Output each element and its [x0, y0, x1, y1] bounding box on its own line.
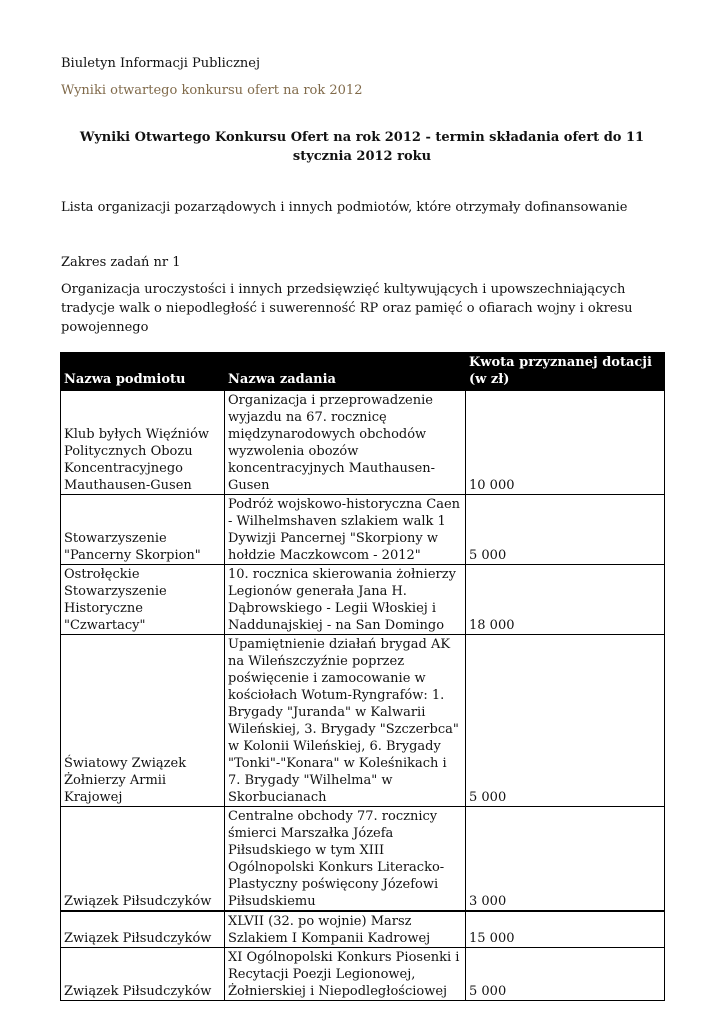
page-title: Wyniki Otwartego Konkursu Ofert na rok 2012 - termin składania ofert do 11 stycznia 2012 roku — [79, 130, 645, 164]
entity-cell: Światowy Związek Żołnierzy Armii Krajowej — [61, 635, 225, 807]
task-cell: Centralne obchody 77. rocznicy śmierci Marszałka Józefa Piłsudskiego w tym XIII Ogólnopolski Konkurs Literacko-Plastyczny poświęcony Józefowi Piłsudskiemu — [225, 807, 466, 912]
amount-cell: 5 000 — [466, 635, 665, 807]
table-row — [61, 391, 665, 495]
amount-cell: 5 000 — [466, 948, 665, 1001]
grants-table — [60, 352, 665, 1001]
column-header-task: Nazwa zadania — [225, 353, 466, 391]
amount-cell: 5 000 — [466, 495, 665, 565]
scope-description: Organizacja uroczystości i innych przedsięwzięć kultywujących i upowszechniających tradycje walk o niepodległość i suwerenność RP oraz pamięć o ofiarach wojny i okresu powojennego — [61, 282, 633, 335]
column-header-entity: Nazwa podmiotu — [61, 353, 225, 391]
breadcrumb-link[interactable]: Wyniki otwartego konkursu ofert na rok 2012 — [61, 83, 363, 98]
intro-text: Lista organizacji pozarządowych i innych podmiotów, które otrzymały dofinansowanie — [61, 200, 628, 215]
table-row — [61, 911, 665, 948]
task-cell: Upamiętnienie działań brygad AK na Wileńszczyźnie poprzez poświęcenie i zamocowanie w kościołach Wotum-Ryngrafów: 1. Brygady "Juranda" w Kalwarii Wileńskiej, 3. Brygady "Szczerbca" w Kolonii Wileńskiej, 6. Brygady "Tonki"-"Konara" w Koleśnikach i 7. Brygady "Wilhelma" w Skorbucianach — [225, 635, 466, 807]
task-cell: Podróż wojskowo-historyczna Caen - Wilhelmshaven szlakiem walk 1 Dywizji Pancernej "Skorpiony w hołdzie Maczkowcom - 2012" — [225, 495, 466, 565]
table-row — [61, 495, 665, 565]
table-row — [61, 565, 665, 635]
task-cell: 10. rocznica skierowania żołnierzy Legionów generała Jana H. Dąbrowskiego - Legii Włoskiej i Naddunajskiej - na San Domingo — [225, 565, 466, 635]
table-row — [61, 635, 665, 807]
table-row — [61, 807, 665, 912]
entity-cell: Stowarzyszenie "Pancerny Skorpion" — [61, 495, 225, 565]
entity-cell: Związek Piłsudczyków — [61, 948, 225, 1001]
entity-cell: Ostrołęckie Stowarzyszenie Historyczne "Czwartacy" — [61, 565, 225, 635]
task-cell: Organizacja i przeprowadzenie wyjazdu na 67. rocznicę międzynarodowych obchodów wyzwolenia obozów koncentracyjnych Mauthausen-Gusen — [225, 391, 466, 495]
amount-cell: 10 000 — [466, 391, 665, 495]
amount-cell: 18 000 — [466, 565, 665, 635]
task-cell: XLVII (32. po wojnie) Marsz Szlakiem I Kompanii Kadrowej — [225, 911, 466, 948]
task-cell: XI Ogólnopolski Konkurs Piosenki i Recytacji Poezji Legionowej, Żołnierskiej i Niepodległościowej — [225, 948, 466, 1001]
entity-cell: Klub byłych Więźniów Politycznych Obozu Koncentracyjnego Mauthausen-Gusen — [61, 391, 225, 495]
column-header-amount: Kwota przyznanej dotacji (w zł) — [466, 353, 665, 391]
site-name[interactable]: Biuletyn Informacji Publicznej — [61, 56, 261, 71]
amount-cell: 3 000 — [466, 807, 665, 912]
scope-heading: Zakres zadań nr 1 — [61, 255, 181, 270]
table-row — [61, 948, 665, 1001]
entity-cell: Związek Piłsudczyków — [61, 807, 225, 912]
amount-cell: 15 000 — [466, 911, 665, 948]
table-header-row — [61, 353, 665, 391]
entity-cell: Związek Piłsudczyków — [61, 911, 225, 948]
